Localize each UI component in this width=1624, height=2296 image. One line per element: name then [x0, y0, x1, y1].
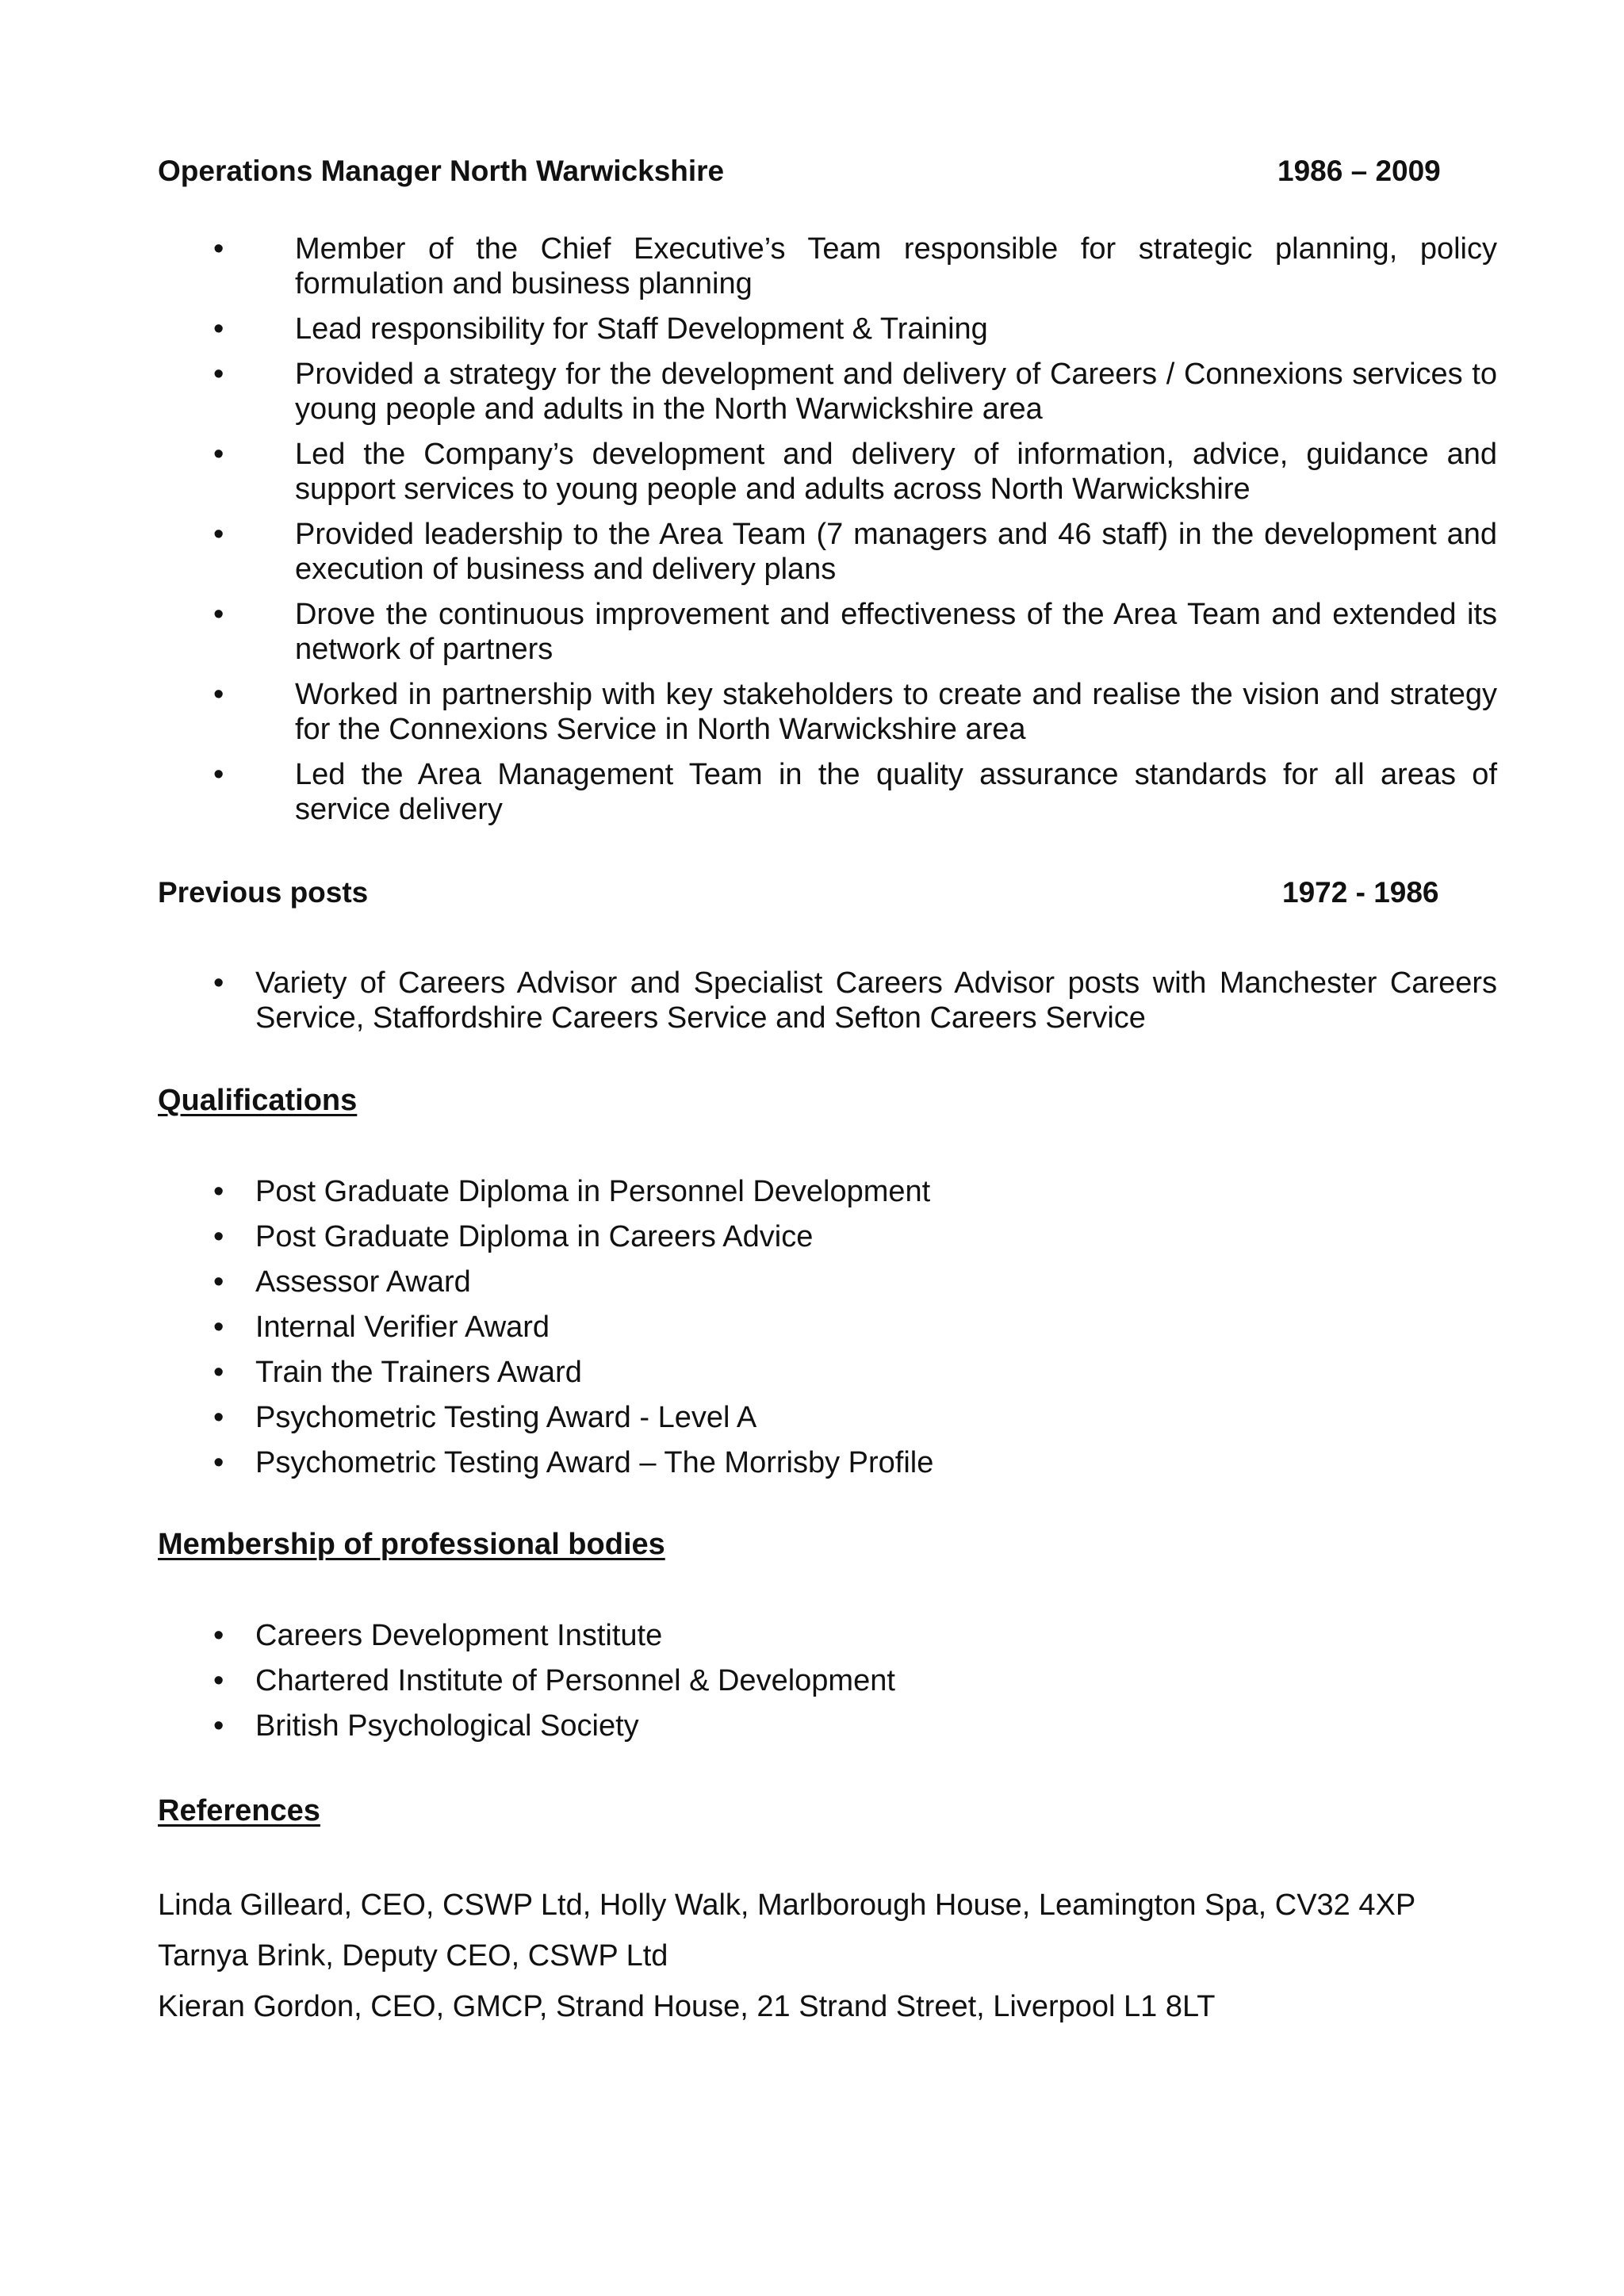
- job-title: Operations Manager North Warwickshire: [158, 155, 725, 187]
- list-item: [158, 597, 1497, 667]
- previous-title: Previous posts: [158, 876, 369, 909]
- list-item: [158, 357, 1497, 427]
- bullet-icon: •: [213, 438, 224, 471]
- list-item-text: Led the Area Management Team in the quality assurance standards for all areas of service delivery: [295, 758, 1497, 826]
- bullet-icon: •: [213, 758, 224, 791]
- bullet-icon: •: [213, 518, 224, 551]
- bullet-icon: •: [213, 1401, 224, 1434]
- previous-heading: [158, 875, 1440, 910]
- list-item-text: Drove the continuous improvement and effectiveness of the Area Team and extended its network of partners: [295, 598, 1497, 666]
- list-item-text: Train the Trainers Award: [255, 1356, 582, 1389]
- list-item: [158, 1445, 1497, 1480]
- bullet-icon: •: [213, 232, 224, 266]
- list-item: [158, 232, 1497, 301]
- list-item: [158, 1355, 1497, 1390]
- list-item-text: Led the Company’s development and delivery of information, advice, guidance and support services to young people and adults across North Warwickshire: [295, 438, 1497, 506]
- list-item-text: Psychometric Testing Award - Level A: [255, 1401, 757, 1434]
- bullet-icon: •: [213, 1619, 224, 1652]
- list-item: [158, 1219, 1497, 1254]
- bullet-icon: •: [213, 1265, 224, 1299]
- list-item-text: Careers Development Institute: [255, 1619, 663, 1652]
- reference-line: Linda Gilleard, CEO, CSWP Ltd, Holly Walk, Marlborough House, Leamington Spa, CV32 4XP: [158, 1888, 1416, 1922]
- list-item-text: Chartered Institute of Personnel & Development: [255, 1664, 895, 1697]
- list-item: [158, 437, 1497, 507]
- reference-line: Kieran Gordon, CEO, GMCP, Strand House, 21 Strand Street, Liverpool L1 8LT: [158, 1990, 1216, 2023]
- list-item-text: Post Graduate Diploma in Personnel Development: [255, 1175, 931, 1208]
- bullet-icon: •: [213, 1664, 224, 1697]
- references-heading: References: [158, 1794, 320, 1827]
- list-item: [158, 1400, 1497, 1435]
- previous-dates: 1972 - 1986: [1282, 876, 1439, 909]
- job-dates: 1986 – 2009: [1277, 155, 1441, 187]
- bullet-icon: •: [213, 678, 224, 711]
- list-item-text: Provided leadership to the Area Team (7 managers and 46 staff) in the development and execution of business and delivery plans: [295, 518, 1497, 586]
- memberships-heading: Membership of professional bodies: [158, 1528, 665, 1561]
- bullet-icon: •: [213, 1709, 224, 1743]
- list-item: [158, 1618, 1497, 1653]
- job-responsibilities-list: [158, 232, 1497, 827]
- list-item: [158, 1174, 1497, 1209]
- list-item-text: Post Graduate Diploma in Careers Advice: [255, 1220, 814, 1253]
- list-item: [158, 1265, 1497, 1299]
- bullet-icon: •: [213, 1311, 224, 1344]
- memberships-list: [158, 1618, 1497, 1743]
- job-heading: [158, 154, 1440, 189]
- list-item: [158, 312, 1497, 346]
- bullet-icon: •: [213, 1446, 224, 1479]
- reference-line: Tarnya Brink, Deputy CEO, CSWP Ltd: [158, 1939, 668, 1973]
- list-item: [158, 517, 1497, 587]
- bullet-icon: •: [213, 358, 224, 391]
- list-item-text: Member of the Chief Executive’s Team responsible for strategic planning, policy formulation and business planning: [295, 232, 1497, 300]
- list-item-text: British Psychological Society: [255, 1709, 639, 1743]
- bullet-icon: •: [213, 1356, 224, 1389]
- list-item-text: Assessor Award: [255, 1265, 471, 1299]
- bullet-icon: •: [213, 1220, 224, 1253]
- bullet-icon: •: [213, 1175, 224, 1208]
- list-item-text: Worked in partnership with key stakeholders to create and realise the vision and strategy for the Connexions Service in North Warwickshire area: [295, 678, 1497, 746]
- list-item-text: Variety of Careers Advisor and Specialist Careers Advisor posts with Manchester Careers Service, Staffordshire Careers Service and Sefton Careers Service: [255, 966, 1497, 1035]
- list-item: [158, 1709, 1497, 1743]
- qualifications-list: [158, 1174, 1497, 1480]
- list-item: [158, 966, 1497, 1035]
- list-item: [158, 757, 1497, 827]
- list-item-text: Provided a strategy for the development and delivery of Careers / Connexions services to young people and adults in the North Warwickshire area: [295, 358, 1497, 426]
- bullet-icon: •: [213, 312, 224, 346]
- list-item: [158, 677, 1497, 747]
- list-item: [158, 1310, 1497, 1345]
- list-item: [158, 1663, 1497, 1698]
- list-item-text: Lead responsibility for Staff Development & Training: [295, 312, 988, 346]
- bullet-icon: •: [213, 966, 224, 1000]
- bullet-icon: •: [213, 598, 224, 631]
- list-item-text: Psychometric Testing Award – The Morrisby Profile: [255, 1446, 934, 1479]
- list-item-text: Internal Verifier Award: [255, 1311, 550, 1344]
- qualifications-heading: Qualifications: [158, 1084, 358, 1117]
- previous-posts-list: [158, 966, 1497, 1035]
